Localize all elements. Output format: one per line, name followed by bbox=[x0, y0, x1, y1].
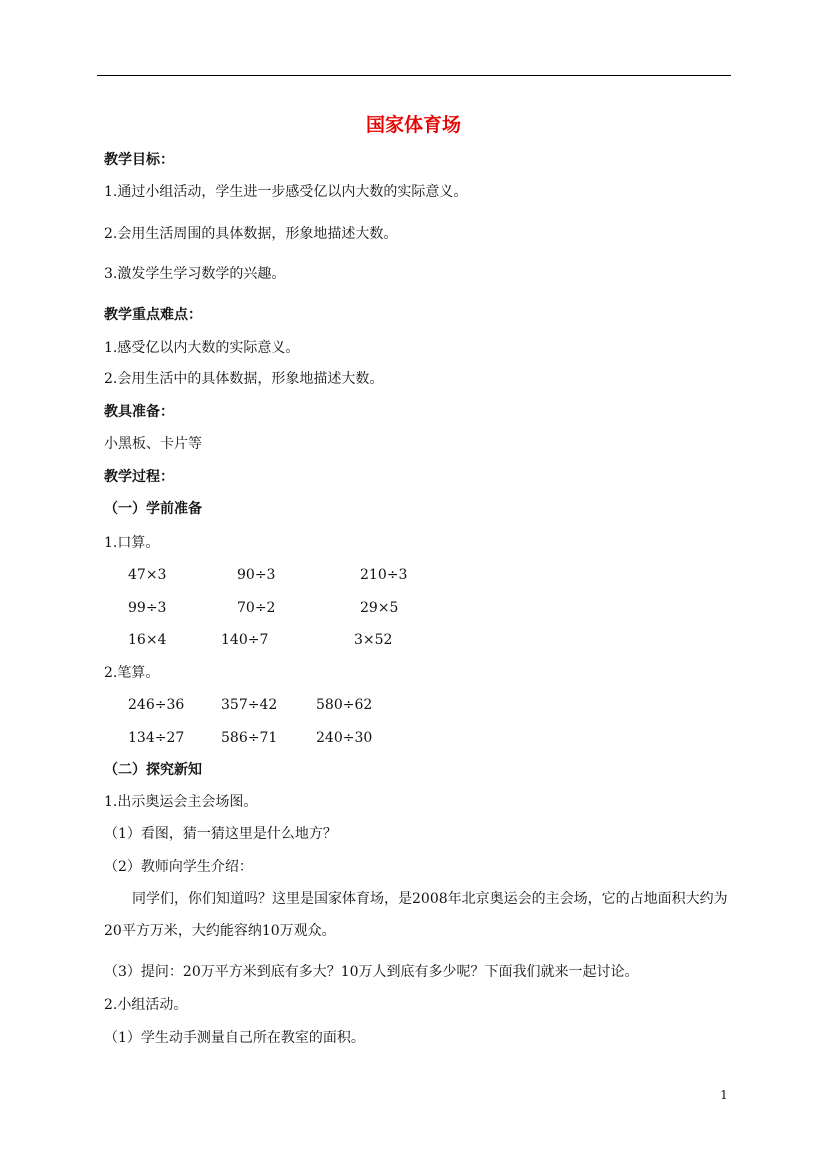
oral-calc-problem: 99÷3 bbox=[128, 600, 167, 616]
written-calc-problem: 246÷36 bbox=[128, 697, 185, 713]
key-point-item: 2.会用生活中的具体数据，形象地描述大数。 bbox=[104, 371, 384, 387]
part2-item: 2.小组活动。 bbox=[104, 997, 188, 1013]
oral-calc-problem: 29×5 bbox=[360, 600, 399, 616]
document-title: 国家体育场 bbox=[365, 114, 461, 136]
process-heading: 教学过程： bbox=[104, 469, 174, 485]
oral-calc-problem: 16×4 bbox=[128, 632, 167, 648]
part1-heading: （一）学前准备 bbox=[104, 501, 202, 517]
page-number: 1 bbox=[720, 1088, 728, 1102]
part2-heading: （二）探究新知 bbox=[104, 762, 202, 778]
oral-calc-problem: 90÷3 bbox=[237, 567, 276, 583]
written-calc-problem: 580÷62 bbox=[316, 697, 373, 713]
goal-item: 3.激发学生学习数学的兴趣。 bbox=[104, 266, 286, 282]
oral-calc-label: 1.口算。 bbox=[104, 535, 160, 551]
oral-calc-problem: 70÷2 bbox=[237, 600, 276, 616]
written-calc-problem: 240÷30 bbox=[316, 730, 373, 746]
part2-subitem: （3）提问：20万平方米到底有多大？10万人到底有多少呢？下面我们就来一起讨论。 bbox=[104, 964, 639, 980]
part2-subitem: （1）学生动手测量自己所在教室的面积。 bbox=[104, 1030, 365, 1046]
key-point-item: 1.感受亿以内大数的实际意义。 bbox=[104, 340, 300, 356]
stadium-intro-paragraph: 同学们，你们知道吗？这里是国家体育场，是2008年北京奥运会的主会场，它的占地面积大约为20平方万米，大约能容纳10万观众。 bbox=[104, 891, 728, 939]
oral-calc-problem: 140÷7 bbox=[221, 632, 269, 648]
oral-calc-problem: 3×52 bbox=[354, 632, 393, 648]
header-rule bbox=[97, 75, 731, 76]
written-calc-label: 2.笔算。 bbox=[104, 665, 160, 681]
part2-subitem: （1）看图，猜一猜这里是什么地方？ bbox=[104, 826, 337, 842]
goal-item: 2.会用生活周围的具体数据，形象地描述大数。 bbox=[104, 226, 398, 242]
oral-calc-problem: 47×3 bbox=[128, 567, 167, 583]
materials-text: 小黑板、卡片等 bbox=[104, 436, 202, 452]
goals-heading: 教学目标： bbox=[104, 152, 174, 168]
written-calc-problem: 586÷71 bbox=[221, 730, 278, 746]
part2-subitem: （2）教师向学生介绍： bbox=[104, 859, 253, 875]
key-points-heading: 教学重点难点： bbox=[104, 307, 202, 323]
written-calc-problem: 134÷27 bbox=[128, 730, 185, 746]
oral-calc-problem: 210÷3 bbox=[360, 567, 408, 583]
goal-item: 1.通过小组活动，学生进一步感受亿以内大数的实际意义。 bbox=[104, 184, 468, 200]
part2-item: 1.出示奥运会主会场图。 bbox=[104, 794, 258, 810]
materials-heading: 教具准备： bbox=[104, 404, 174, 420]
written-calc-problem: 357÷42 bbox=[221, 697, 278, 713]
